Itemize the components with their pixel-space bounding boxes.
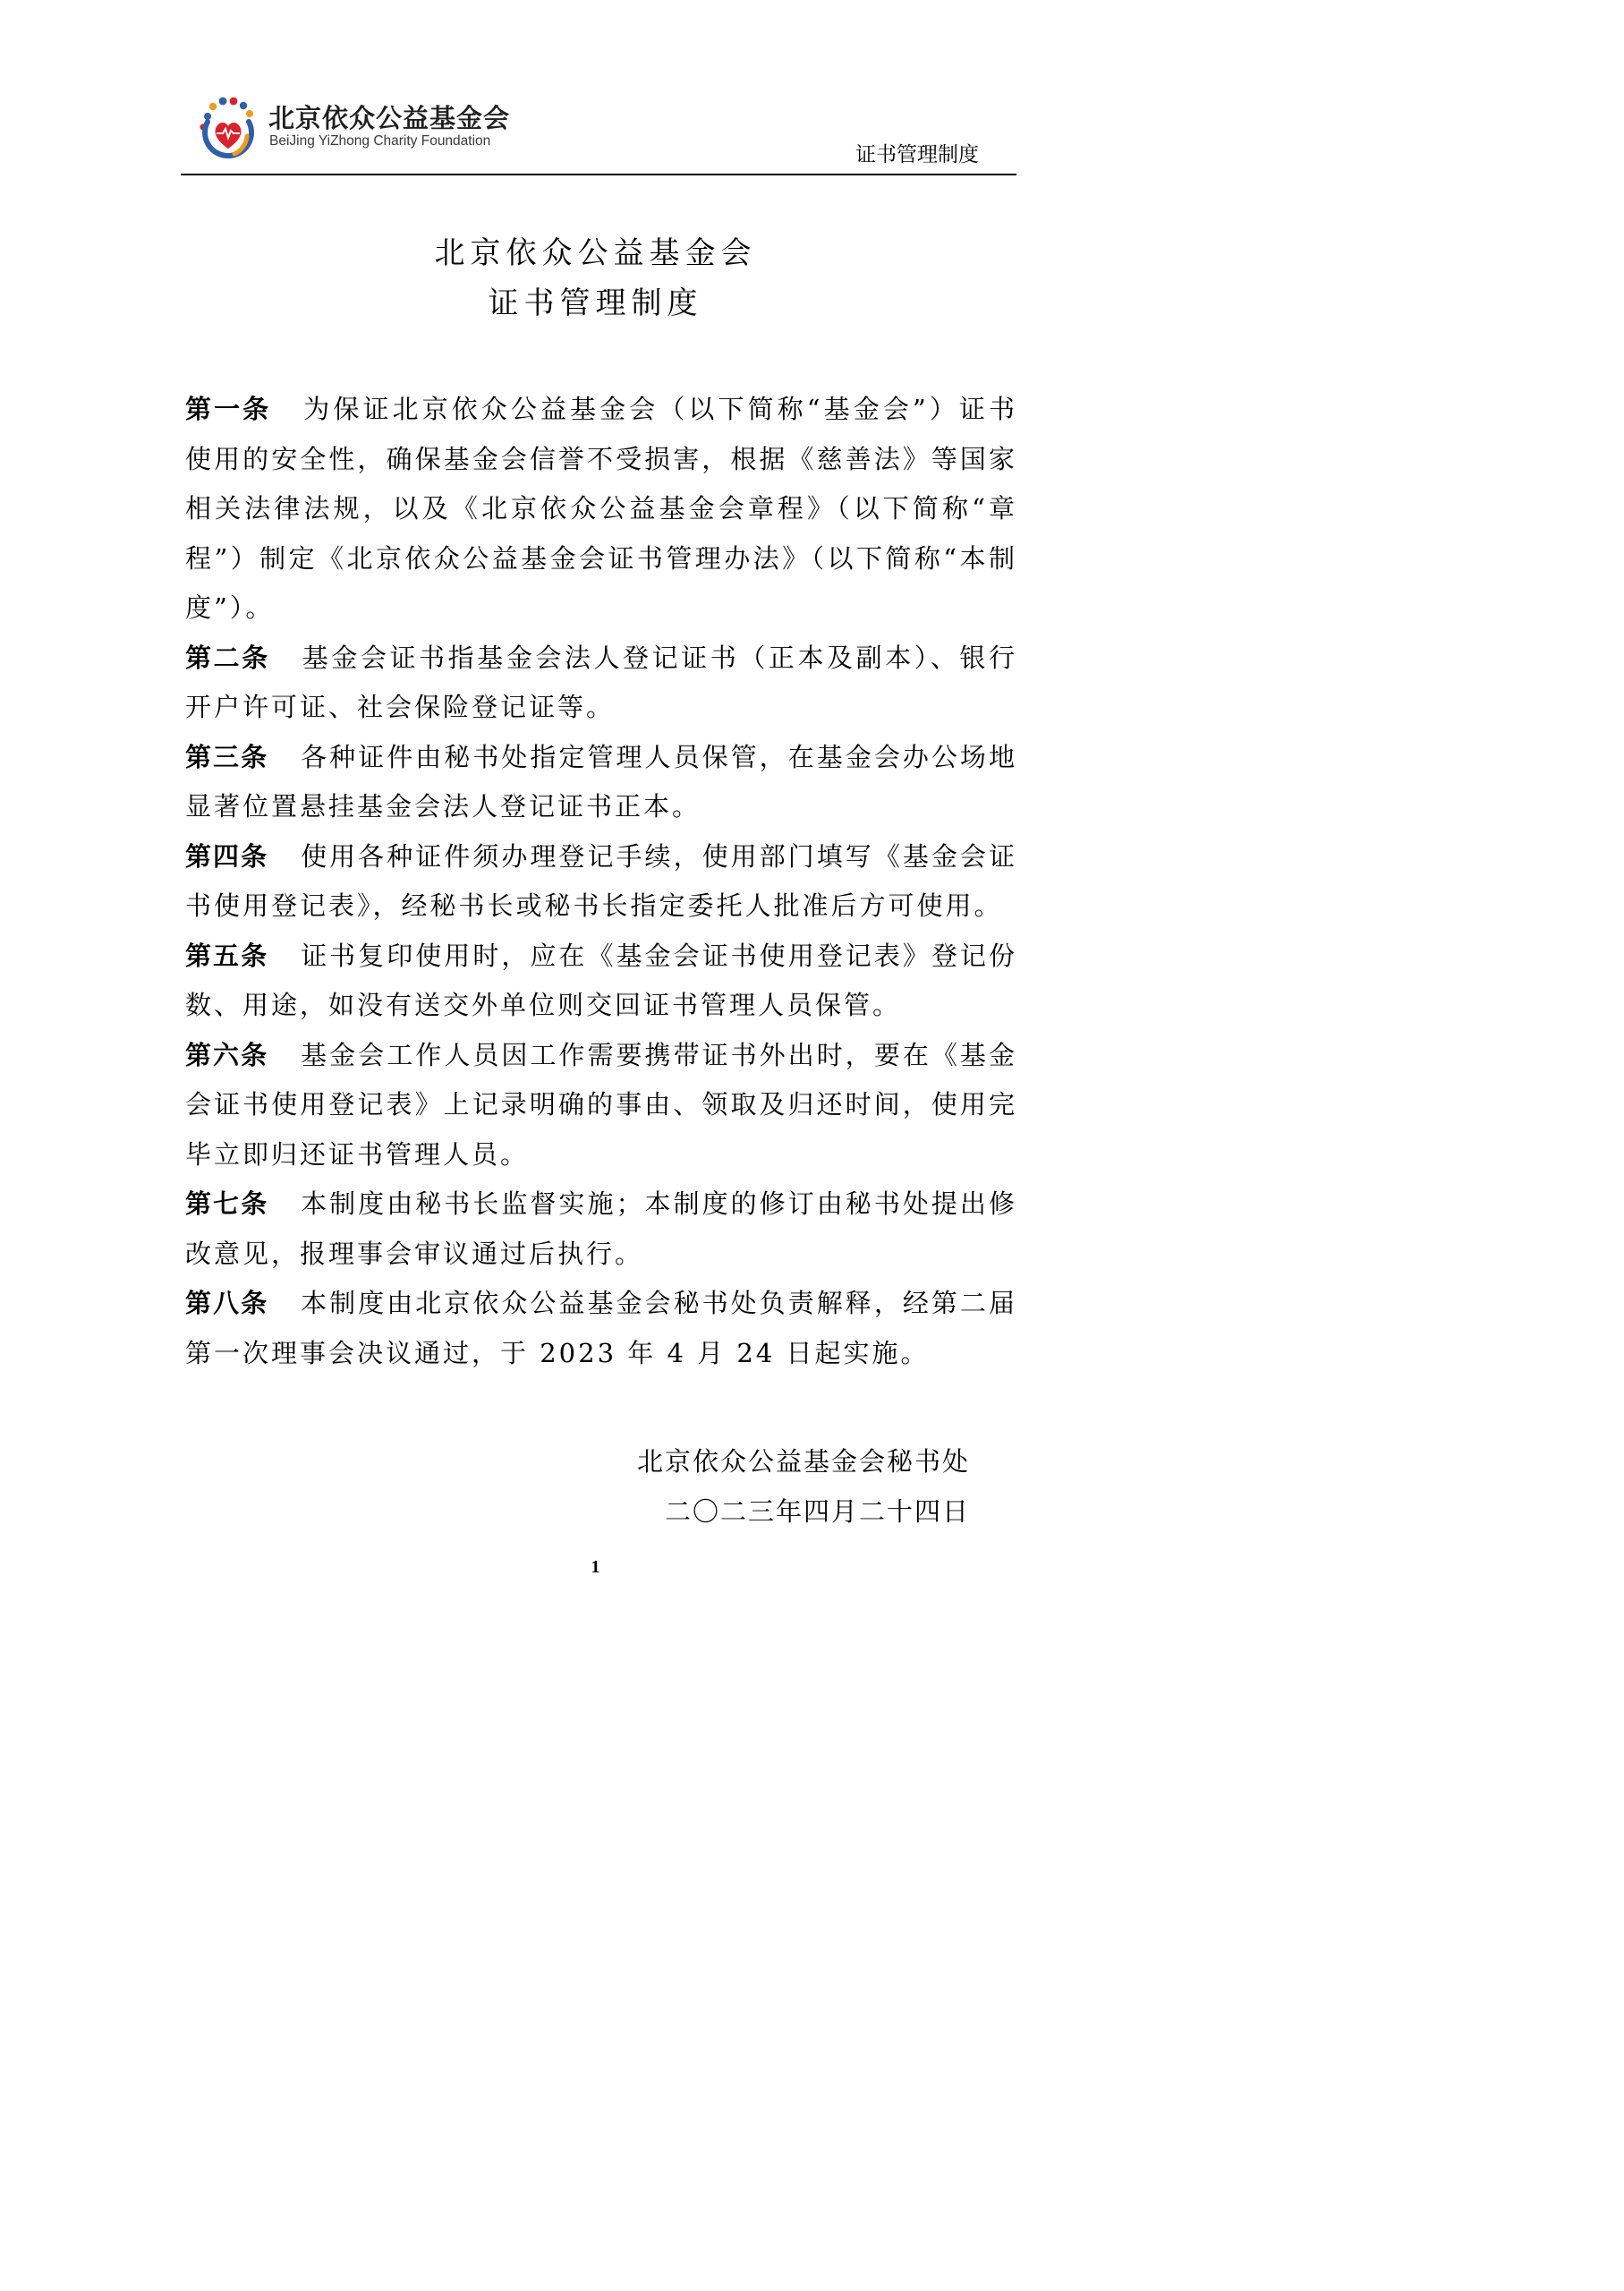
article-text: 基金会工作人员因工作需要携带证书外出时，要在《基金会证书使用登记表》上记录明确的事由、领取及归还时间，使用完毕立即归还证书管理人员。 [185,1039,1017,1170]
heart-people-logo-icon [195,95,261,161]
foundation-logo [195,95,517,161]
article-text: 各种证件由秘书处指定管理人员保管，在基金会办公场地显著位置悬挂基金会法人登记证书正本。 [185,741,1017,822]
article-label: 第一条 [185,394,272,424]
article-label: 第五条 [185,940,269,971]
doc-label: 证书管理制度 [855,143,979,166]
article-5 [185,932,1017,1031]
org-name-cn: 北京依众公益基金会 [268,103,511,133]
article-3 [185,733,1017,832]
article-1 [185,385,1017,634]
article-label: 第三条 [185,741,269,772]
article-label: 第八条 [185,1288,269,1318]
page-number: 1 [591,1557,600,1577]
article-2 [185,634,1017,733]
title-line-1: 北京依众公益基金会 [434,235,757,271]
article-7 [185,1180,1017,1279]
article-6 [185,1031,1017,1180]
article-label: 第七条 [185,1188,269,1219]
org-name-en: BeiJing YiZhong Charity Foundation [269,133,491,149]
article-4 [185,832,1017,932]
article-text: 基金会证书指基金会法人登记证书（正本及副本）、银行开户许可证、社会保险登记证等。 [185,642,1017,722]
document-body [185,385,1017,1378]
header-divider [181,174,1016,175]
article-text: 使用各种证件须办理登记手续，使用部门填写《基金会证书使用登记表》，经秘书长或秘书长指定委托人批准后方可使用。 [185,840,1017,921]
signature-issuer: 北京依众公益基金会秘书处 [636,1446,970,1477]
article-label: 第六条 [185,1039,269,1070]
article-label: 第二条 [185,642,270,673]
article-text: 证书复印使用时，应在《基金会证书使用登记表》登记份数、用途，如没有送交外单位则交回证书管理人员保管。 [185,940,1017,1020]
article-label: 第四条 [185,840,269,872]
article-text: 本制度由秘书长监督实施；本制度的修订由秘书处提出修改意见，报理事会审议通过后执行。 [185,1188,1017,1269]
article-text: 为保证北京依众公益基金会（以下简称“基金会”）证书使用的安全性，确保基金会信誉不受损害，根据《慈善法》等国家相关法律法规，以及《北京依众公益基金会章程》（以下简称“章程”）制定《北京依众公益基金会证书管理办法》（以下简称“本制度”）。 [185,394,1017,623]
article-8 [185,1279,1017,1378]
title-line-2: 证书管理制度 [488,285,703,321]
article-text: 本制度由北京依众公益基金会秘书处负责解释，经第二届第一次理事会决议通过，于 2023 年 4 月 24 日起实施。 [185,1288,1017,1368]
signature-date: 二〇二三年四月二十四日 [664,1496,970,1527]
